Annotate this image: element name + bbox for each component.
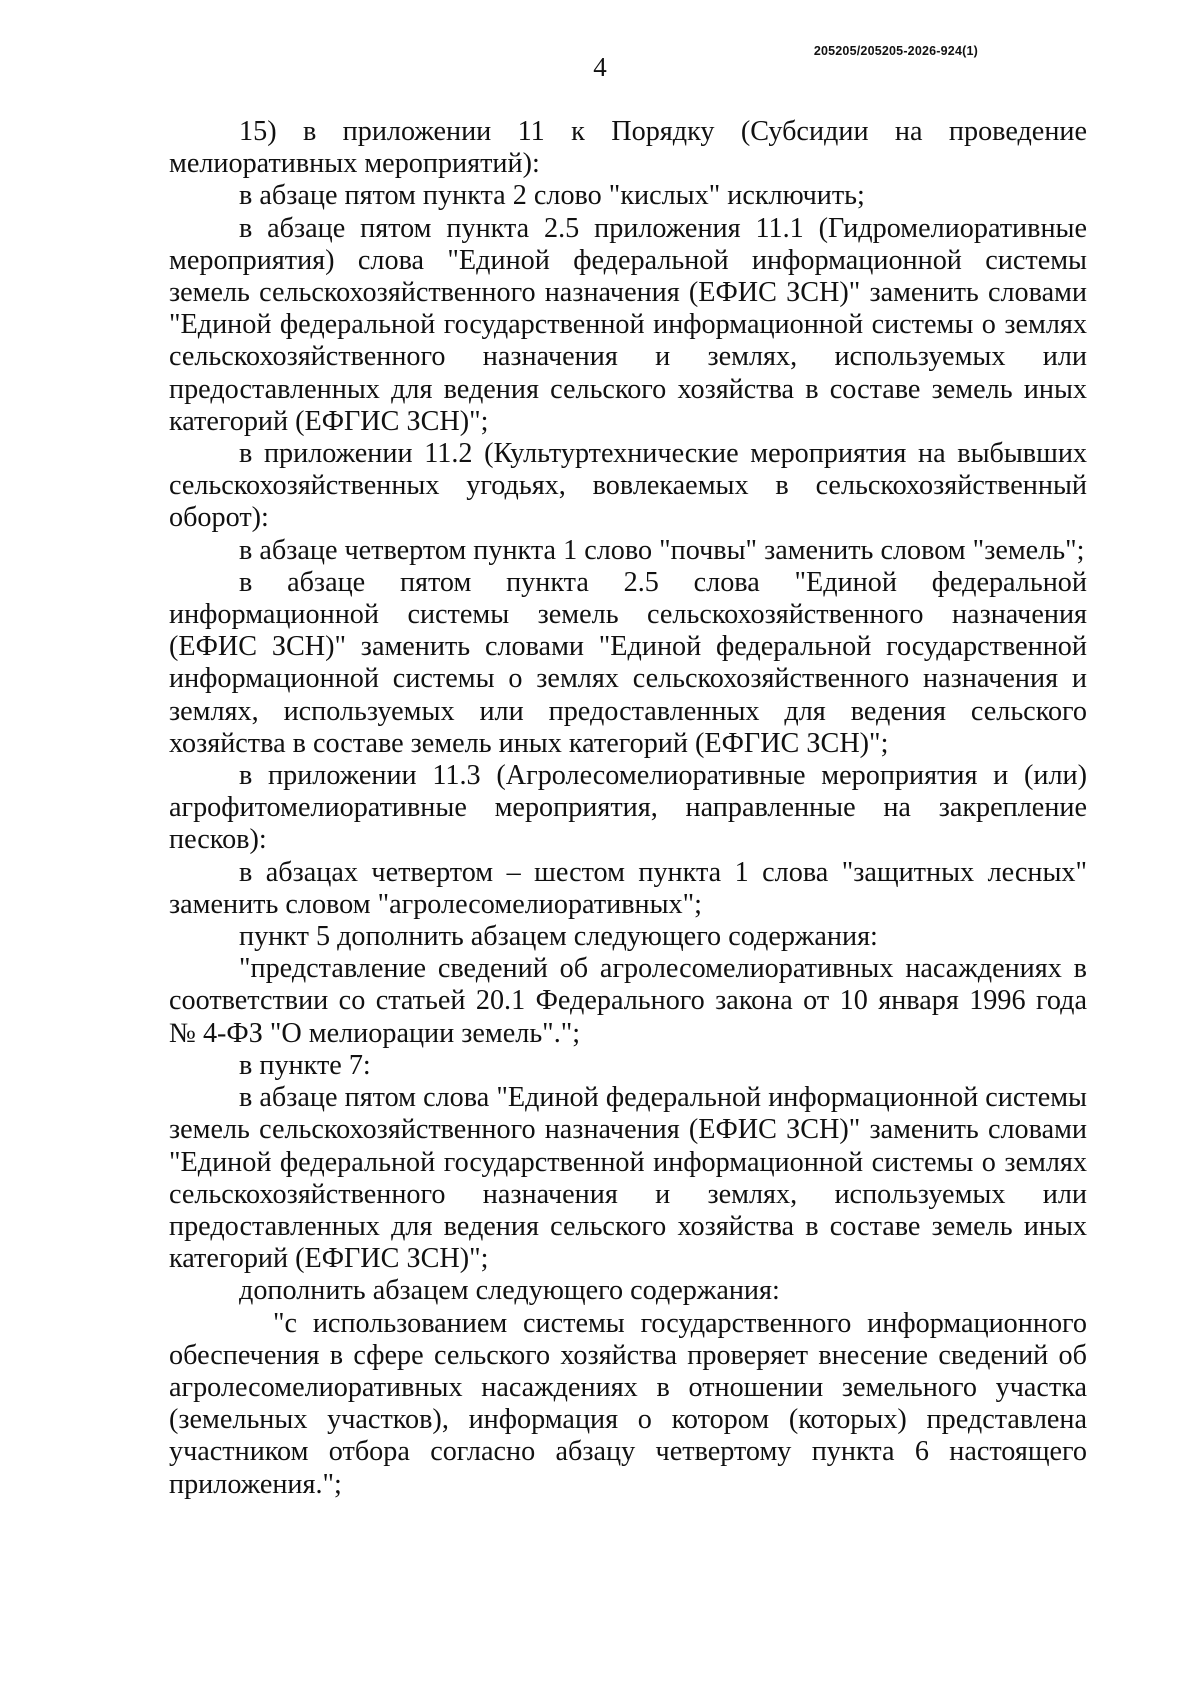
paragraph: в абзаце четвертом пункта 1 слово "почвы" заменить словом "земель";: [239, 534, 1085, 566]
paragraph: в абзаце пятом пункта 2.5 приложения 11.1 (Гидромелиоративные мероприятия) слова "Единой федеральной информационной системы земель сельскохозяйственного назначения (ЕФИС ЗСН)" заменить словами "Единой федеральной государственной информационной системы о землях сельскохозяйственного назначения и землях, используемых или предоставленных для ведения сельского хозяйства в составе земель иных категорий (ЕФГИС ЗСН)";: [169, 212, 1087, 437]
document-body: [169, 116, 1087, 1501]
paragraph: в приложении 11.3 (Агролесомелиоративные мероприятия и (или) агрофитомелиоративные мероприятия, направленные на закрепление песков):: [169, 760, 1087, 856]
paragraph: в абзаце пятом пункта 2.5 слова "Единой федеральной информационной системы земель сельскохозяйственного назначения (ЕФИС ЗСН)" заменить словами "Единой федеральной государственной информационной системы о землях сельскохозяйственного назначения и землях, используемых или предоставленных для ведения сельского хозяйства в составе земель иных категорий (ЕФГИС ЗСН)";: [169, 566, 1087, 759]
paragraph: в абзаце пятом слова "Единой федеральной информационной системы земель сельскохозяйственного назначения (ЕФИС ЗСН)" заменить словами "Единой федеральной государственной информационной системы о землях сельскохозяйственного назначения и землях, используемых или предоставленных для ведения сельского хозяйства в составе земель иных категорий (ЕФГИС ЗСН)";: [169, 1082, 1087, 1275]
paragraph: в абзаце пятом пункта 2 слово "кислых" исключить;: [239, 180, 865, 212]
paragraph: в пункте 7:: [239, 1049, 371, 1081]
paragraph: дополнить абзацем следующего содержания:: [239, 1275, 780, 1307]
document-id: 205205/205205-2026-924(1): [813, 44, 978, 58]
quoted-paragraph: "представление сведений об агролесомелиоративных насаждениях в соответствии со статьей 20.1 Федерального закона от 10 января 1996 года № 4-ФЗ "О мелиорации земель".";: [169, 953, 1087, 1049]
page-number: 4: [593, 52, 607, 82]
paragraph: в абзацах четвертом – шестом пункта 1 слова "защитных лесных" заменить словом "агролесомелиоративных";: [169, 856, 1087, 920]
quoted-paragraph: "с использованием системы государственного информационного обеспечения в сфере сельского хозяйства проверяет внесение сведений об агролесомелиоративных насаждениях в отношении земельного участка (земельных участков), информация о котором (которых) представлена участником отбора согласно абзацу четвертому пункта 6 настоящего приложения.";: [169, 1307, 1087, 1500]
paragraph: пункт 5 дополнить абзацем следующего содержания:: [239, 921, 878, 953]
paragraph: в приложении 11.2 (Культуртехнические мероприятия на выбывших сельскохозяйственных угодьях, вовлекаемых в сельскохозяйственный оборот):: [169, 438, 1087, 534]
paragraph-item-15: 15) в приложении 11 к Порядку (Субсидии на проведение мелиоративных мероприятий):: [169, 116, 1087, 180]
